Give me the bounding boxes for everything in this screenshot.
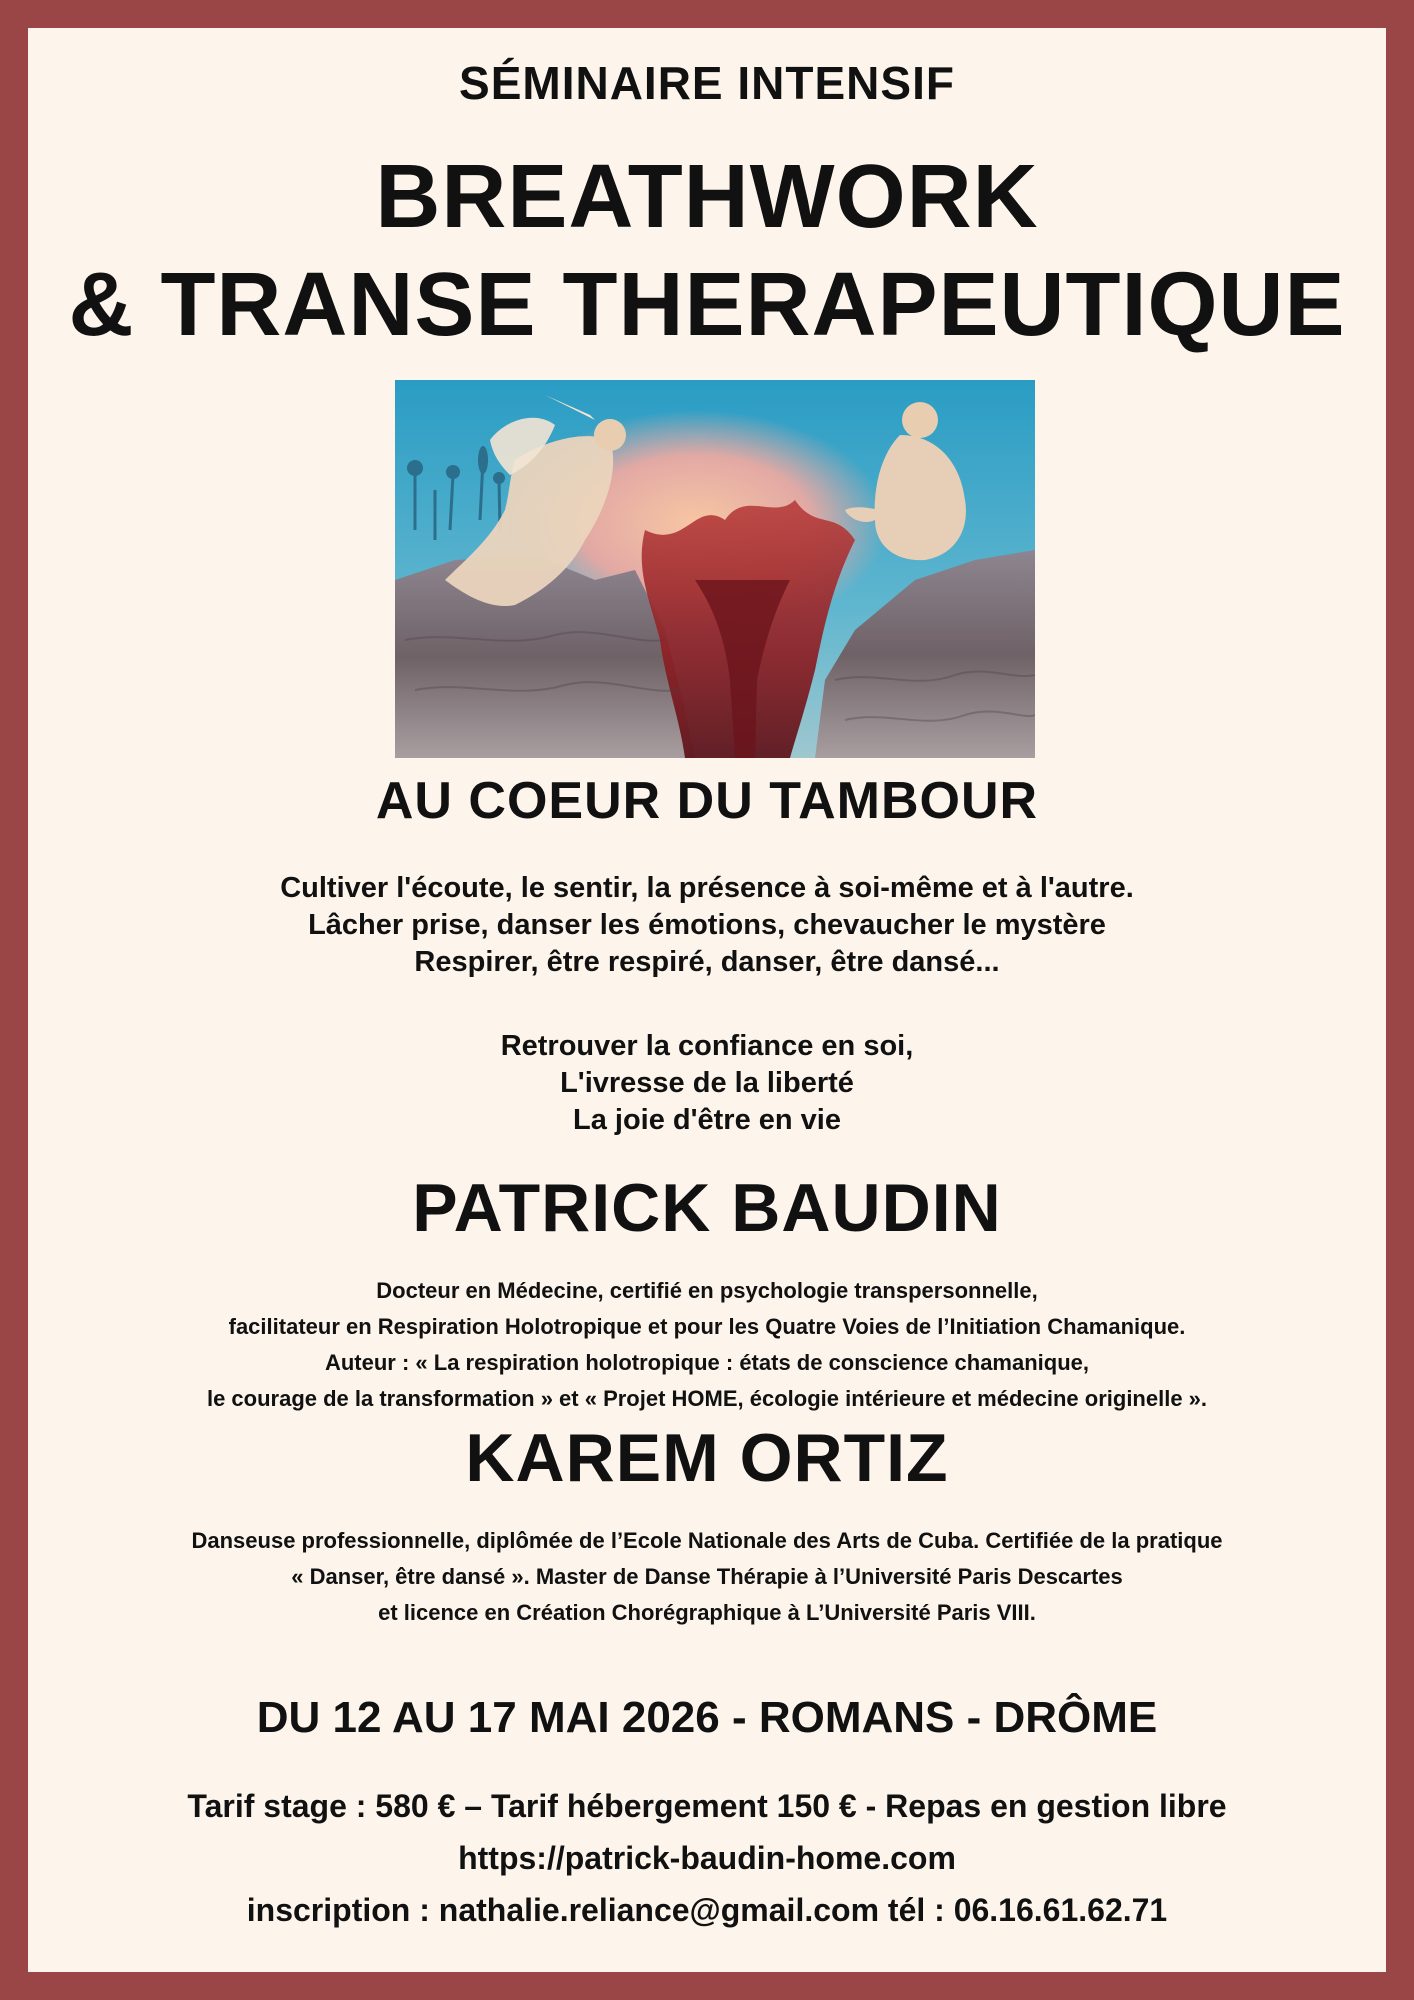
- seminar-kicker: SÉMINAIRE INTENSIF: [459, 57, 955, 109]
- title-line-2: & TRANSE THERAPEUTIQUE: [68, 255, 1346, 355]
- tagline-line: L'ivresse de la liberté: [560, 1067, 854, 1099]
- bio-line: et licence en Création Chorégraphique à L’Université Paris VIII.: [378, 1600, 1036, 1625]
- event-info: [28, 1780, 1386, 1936]
- tagline-block-1: [28, 870, 1386, 981]
- bio-line: facilitateur en Respiration Holotropique et pour les Quatre Voies de l’Initiation Chamanique.: [228, 1314, 1186, 1339]
- tagline-line: Lâcher prise, danser les émotions, chevaucher le mystère: [308, 909, 1106, 941]
- seminar-subtitle: AU COEUR DU TAMBOUR: [375, 772, 1039, 830]
- tagline-block-2: [28, 1028, 1386, 1139]
- painting-artwork: [395, 380, 1035, 758]
- tagline-line: Retrouver la confiance en soi,: [500, 1030, 914, 1062]
- facilitator-bio-karem: [28, 1523, 1386, 1631]
- event-dates-location: DU 12 AU 17 MAI 2026 - ROMANS - DRÔME: [256, 1693, 1158, 1742]
- facilitator-bio-patrick: [28, 1273, 1386, 1417]
- pricing-text: Tarif stage : 580 € – Tarif hébergement 150 € - Repas en gestion libre: [187, 1788, 1227, 1824]
- title-line-1: BREATHWORK: [375, 147, 1039, 247]
- bio-line: Docteur en Médecine, certifié en psychologie transpersonnelle,: [376, 1278, 1038, 1303]
- seminar-title: [28, 143, 1386, 359]
- bio-line: « Danser, être dansé ». Master de Danse Thérapie à l’Université Paris Descartes: [291, 1564, 1123, 1589]
- tagline-line: La joie d'être en vie: [573, 1104, 841, 1136]
- bio-line: le courage de la transformation » et « Projet HOME, écologie intérieure et médecine originelle ».: [206, 1386, 1208, 1411]
- flyer-page: [28, 28, 1386, 1972]
- bio-line: Danseuse professionnelle, diplômée de l’Ecole Nationale des Arts de Cuba. Certifiée de la pratique: [191, 1528, 1223, 1553]
- facilitator-name-karem: KAREM ORTIZ: [465, 1420, 949, 1496]
- tagline-line: Respirer, être respiré, danser, être dansé...: [414, 946, 1000, 978]
- contact-text[interactable]: inscription : nathalie.reliance@gmail.com tél : 06.16.61.62.71: [246, 1892, 1168, 1928]
- facilitator-name-patrick: PATRICK BAUDIN: [412, 1170, 1002, 1246]
- bio-line: Auteur : « La respiration holotropique : états de conscience chamanique,: [324, 1350, 1090, 1375]
- tagline-line: Cultiver l'écoute, le sentir, la présence à soi-même et à l'autre.: [280, 872, 1134, 904]
- website-link[interactable]: https://patrick-baudin-home.com: [458, 1840, 956, 1876]
